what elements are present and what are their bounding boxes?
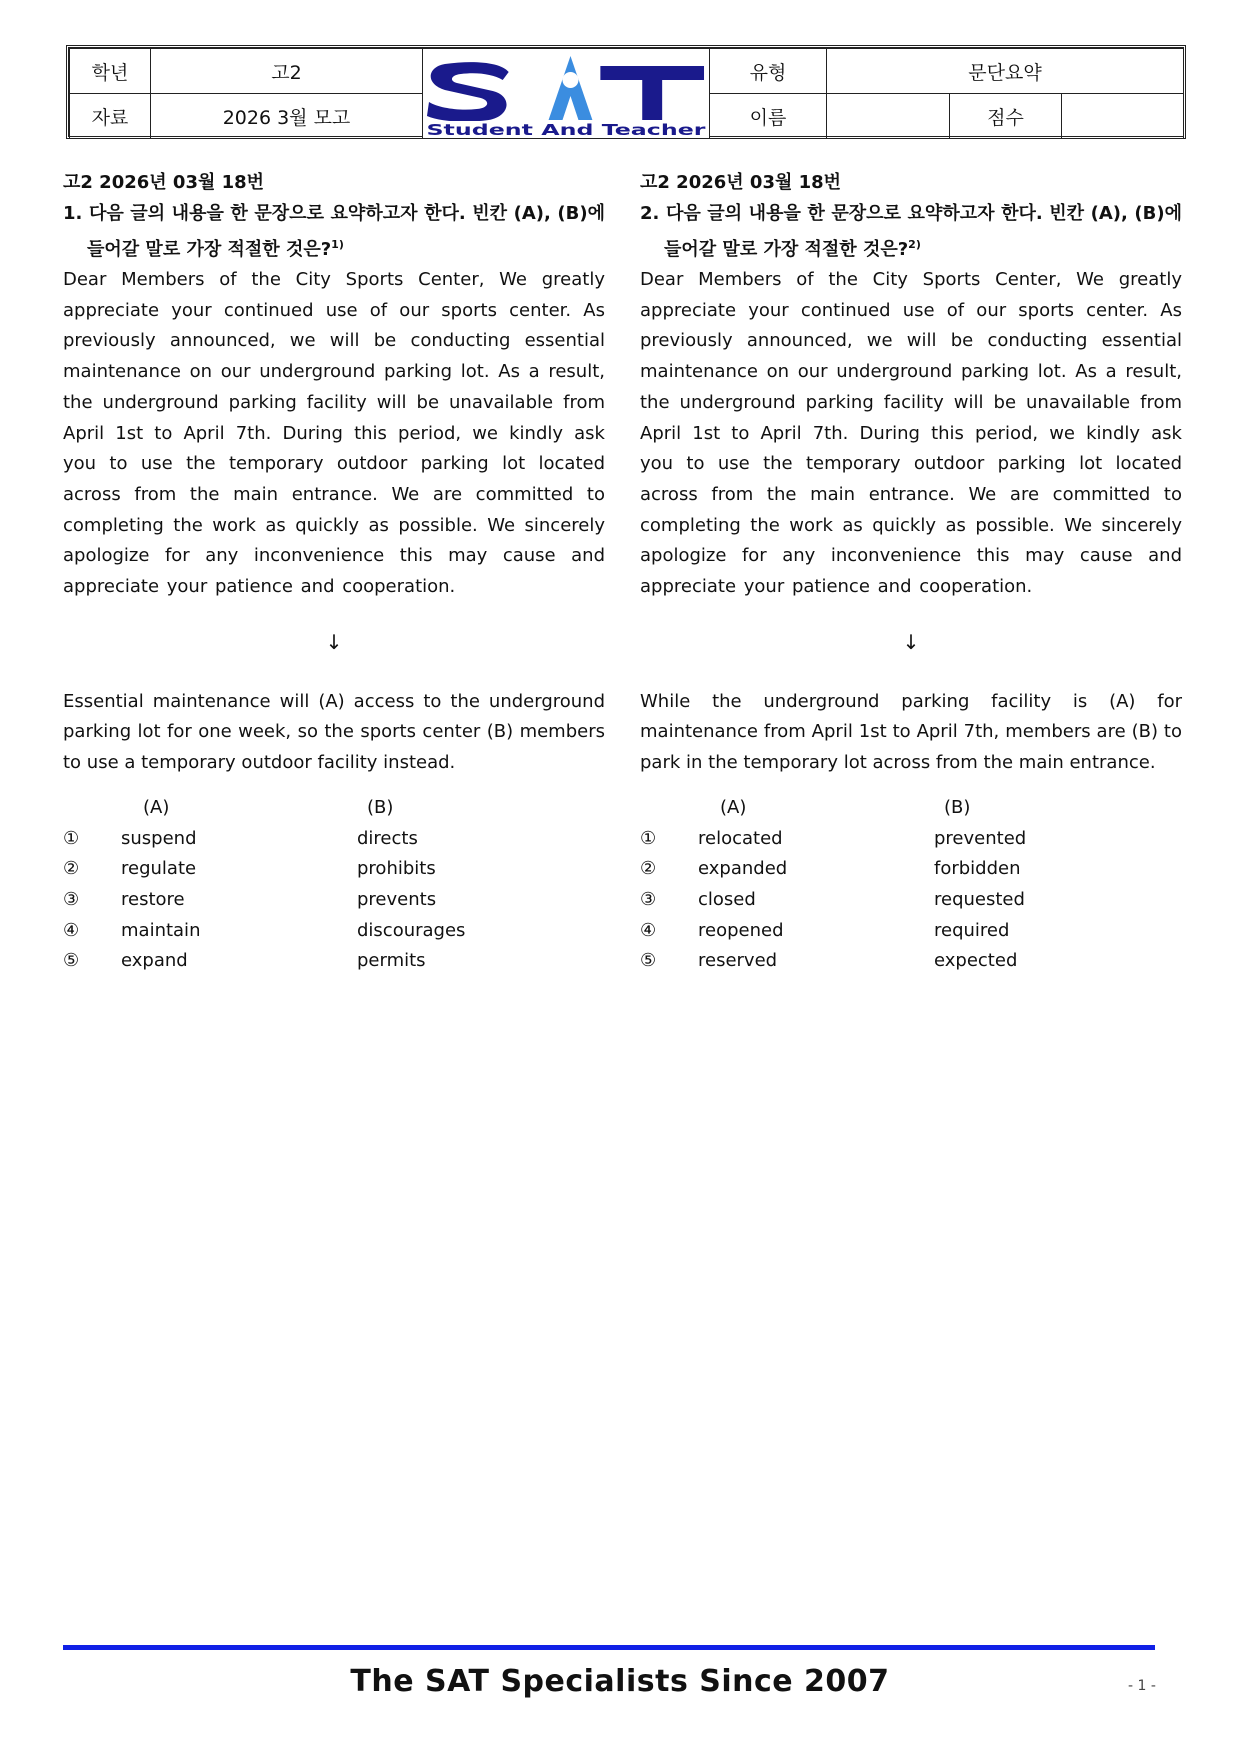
choice-a: expand [121,950,188,972]
choice-b: prevents [357,888,437,910]
choice-number: ④ [640,919,657,941]
choice-b: discourages [357,919,466,941]
logo-tagline: Student And Teacher [426,120,707,138]
column-b-header: (B) [944,796,971,818]
column-a-header: (A) [143,796,170,818]
choice-a: reserved [698,950,778,972]
choice-a: maintain [121,919,201,941]
material-label: 자료 [70,94,151,139]
logo-cell [423,49,710,139]
score-field[interactable] [1062,94,1184,139]
choice-a: restore [121,888,185,910]
summary-sentence: While the underground parking facility is (A) for maintenance from April 1st to April 7th, members are (B) to park in the temporary lot across from the main entrance. [640,690,1182,774]
score-label: 점수 [950,94,1062,139]
choice-a: reopened [698,919,784,941]
footnote-mark: 1) [331,238,344,251]
choice-a: expanded [698,858,788,880]
footer-rule [63,1645,1155,1650]
question-title-text: 2. 다음 글의 내용을 한 문장으로 요약하고자 한다. 빈칸 (A), (B)에 들어갈 말로 가장 적절한 것은? [640,203,1182,260]
answer-choices [63,793,605,977]
choice-number: ⑤ [640,950,657,972]
choice-b: expected [934,950,1018,972]
choice-header [63,793,605,824]
question-title [640,198,1182,265]
answer-choices [640,793,1182,977]
choice-a: regulate [121,858,197,880]
footer-slogan: The SAT Specialists Since 2007 [350,1664,890,1699]
choice-option[interactable] [63,824,605,855]
choice-option[interactable] [640,885,1182,916]
choice-number: ① [640,827,657,849]
choice-option[interactable] [63,946,605,977]
choice-b: permits [357,950,426,972]
worksheet-header [66,45,1186,139]
type-label: 유형 [710,49,827,94]
choice-b: directs [357,827,418,849]
down-arrow-icon: ↓ [325,629,343,654]
grade-label: 학년 [70,49,151,94]
grade-value: 고2 [151,49,423,94]
question-source: 고2 2026년 03월 18번 [640,172,842,193]
question-2 [640,168,1182,977]
choice-a: closed [698,888,756,910]
choice-b: requested [934,888,1025,910]
choice-number: ⑤ [63,950,80,972]
choice-number: ④ [63,919,80,941]
down-arrow-icon: ↓ [902,629,920,654]
material-value: 2026 3월 모고 [151,94,423,139]
question-title-text: 1. 다음 글의 내용을 한 문장으로 요약하고자 한다. 빈칸 (A), (B)에 들어갈 말로 가장 적절한 것은? [63,203,605,260]
choice-option[interactable] [640,916,1182,947]
choice-b: prevented [934,827,1027,849]
choice-b: forbidden [934,858,1021,880]
choice-number: ② [640,858,657,880]
choice-number: ② [63,858,80,880]
choice-option[interactable] [640,946,1182,977]
choice-number: ③ [63,888,80,910]
choice-option[interactable] [63,916,605,947]
choice-a: suspend [121,827,197,849]
choice-b: required [934,919,1010,941]
passage: Dear Members of the City Sports Center, We greatly appreciate your continued use of our sports center. As previously announced, we will be conducting essential maintenance on our underground parking lot. As a result, the underground parking facility will be unavailable from April 1st to April 7th. During this period, we kindly ask you to use the temporary outdoor parking lot located across from the main entrance. We are committed to completing the work as quickly as possible. We sincerely apologize for any inconvenience this may cause and appreciate your patience and cooperation. [640,269,1182,598]
column-a-header: (A) [720,796,747,818]
question-title [63,198,605,265]
choice-option[interactable] [63,885,605,916]
choice-option[interactable] [640,824,1182,855]
header-table [69,48,1184,139]
type-value: 문단요약 [827,49,1184,94]
choice-header [640,793,1182,824]
name-label: 이름 [710,94,827,139]
name-field[interactable] [827,94,950,139]
passage: Dear Members of the City Sports Center, We greatly appreciate your continued use of our sports center. As previously announced, we will be conducting essential maintenance on our underground parking lot. As a result, the underground parking facility will be unavailable from April 1st to April 7th. During this period, we kindly ask you to use the temporary outdoor parking lot located across from the main entrance. We are committed to completing the work as quickly as possible. We sincerely apologize for any inconvenience this may cause and appreciate your patience and cooperation. [63,269,605,598]
footnote-mark: 2) [908,238,921,251]
question-source: 고2 2026년 03월 18번 [63,172,265,193]
sat-logo [423,50,709,138]
page-number: - 1 - [1128,1678,1156,1694]
choice-option[interactable] [640,854,1182,885]
choice-a: relocated [698,827,783,849]
choice-number: ① [63,827,80,849]
choice-b: prohibits [357,858,436,880]
choice-option[interactable] [63,854,605,885]
column-b-header: (B) [367,796,394,818]
summary-sentence: Essential maintenance will (A) access to the underground parking lot for one week, so the sports center (B) members to use a temporary outdoor facility instead. [63,690,605,774]
question-1 [63,168,605,977]
choice-number: ③ [640,888,657,910]
